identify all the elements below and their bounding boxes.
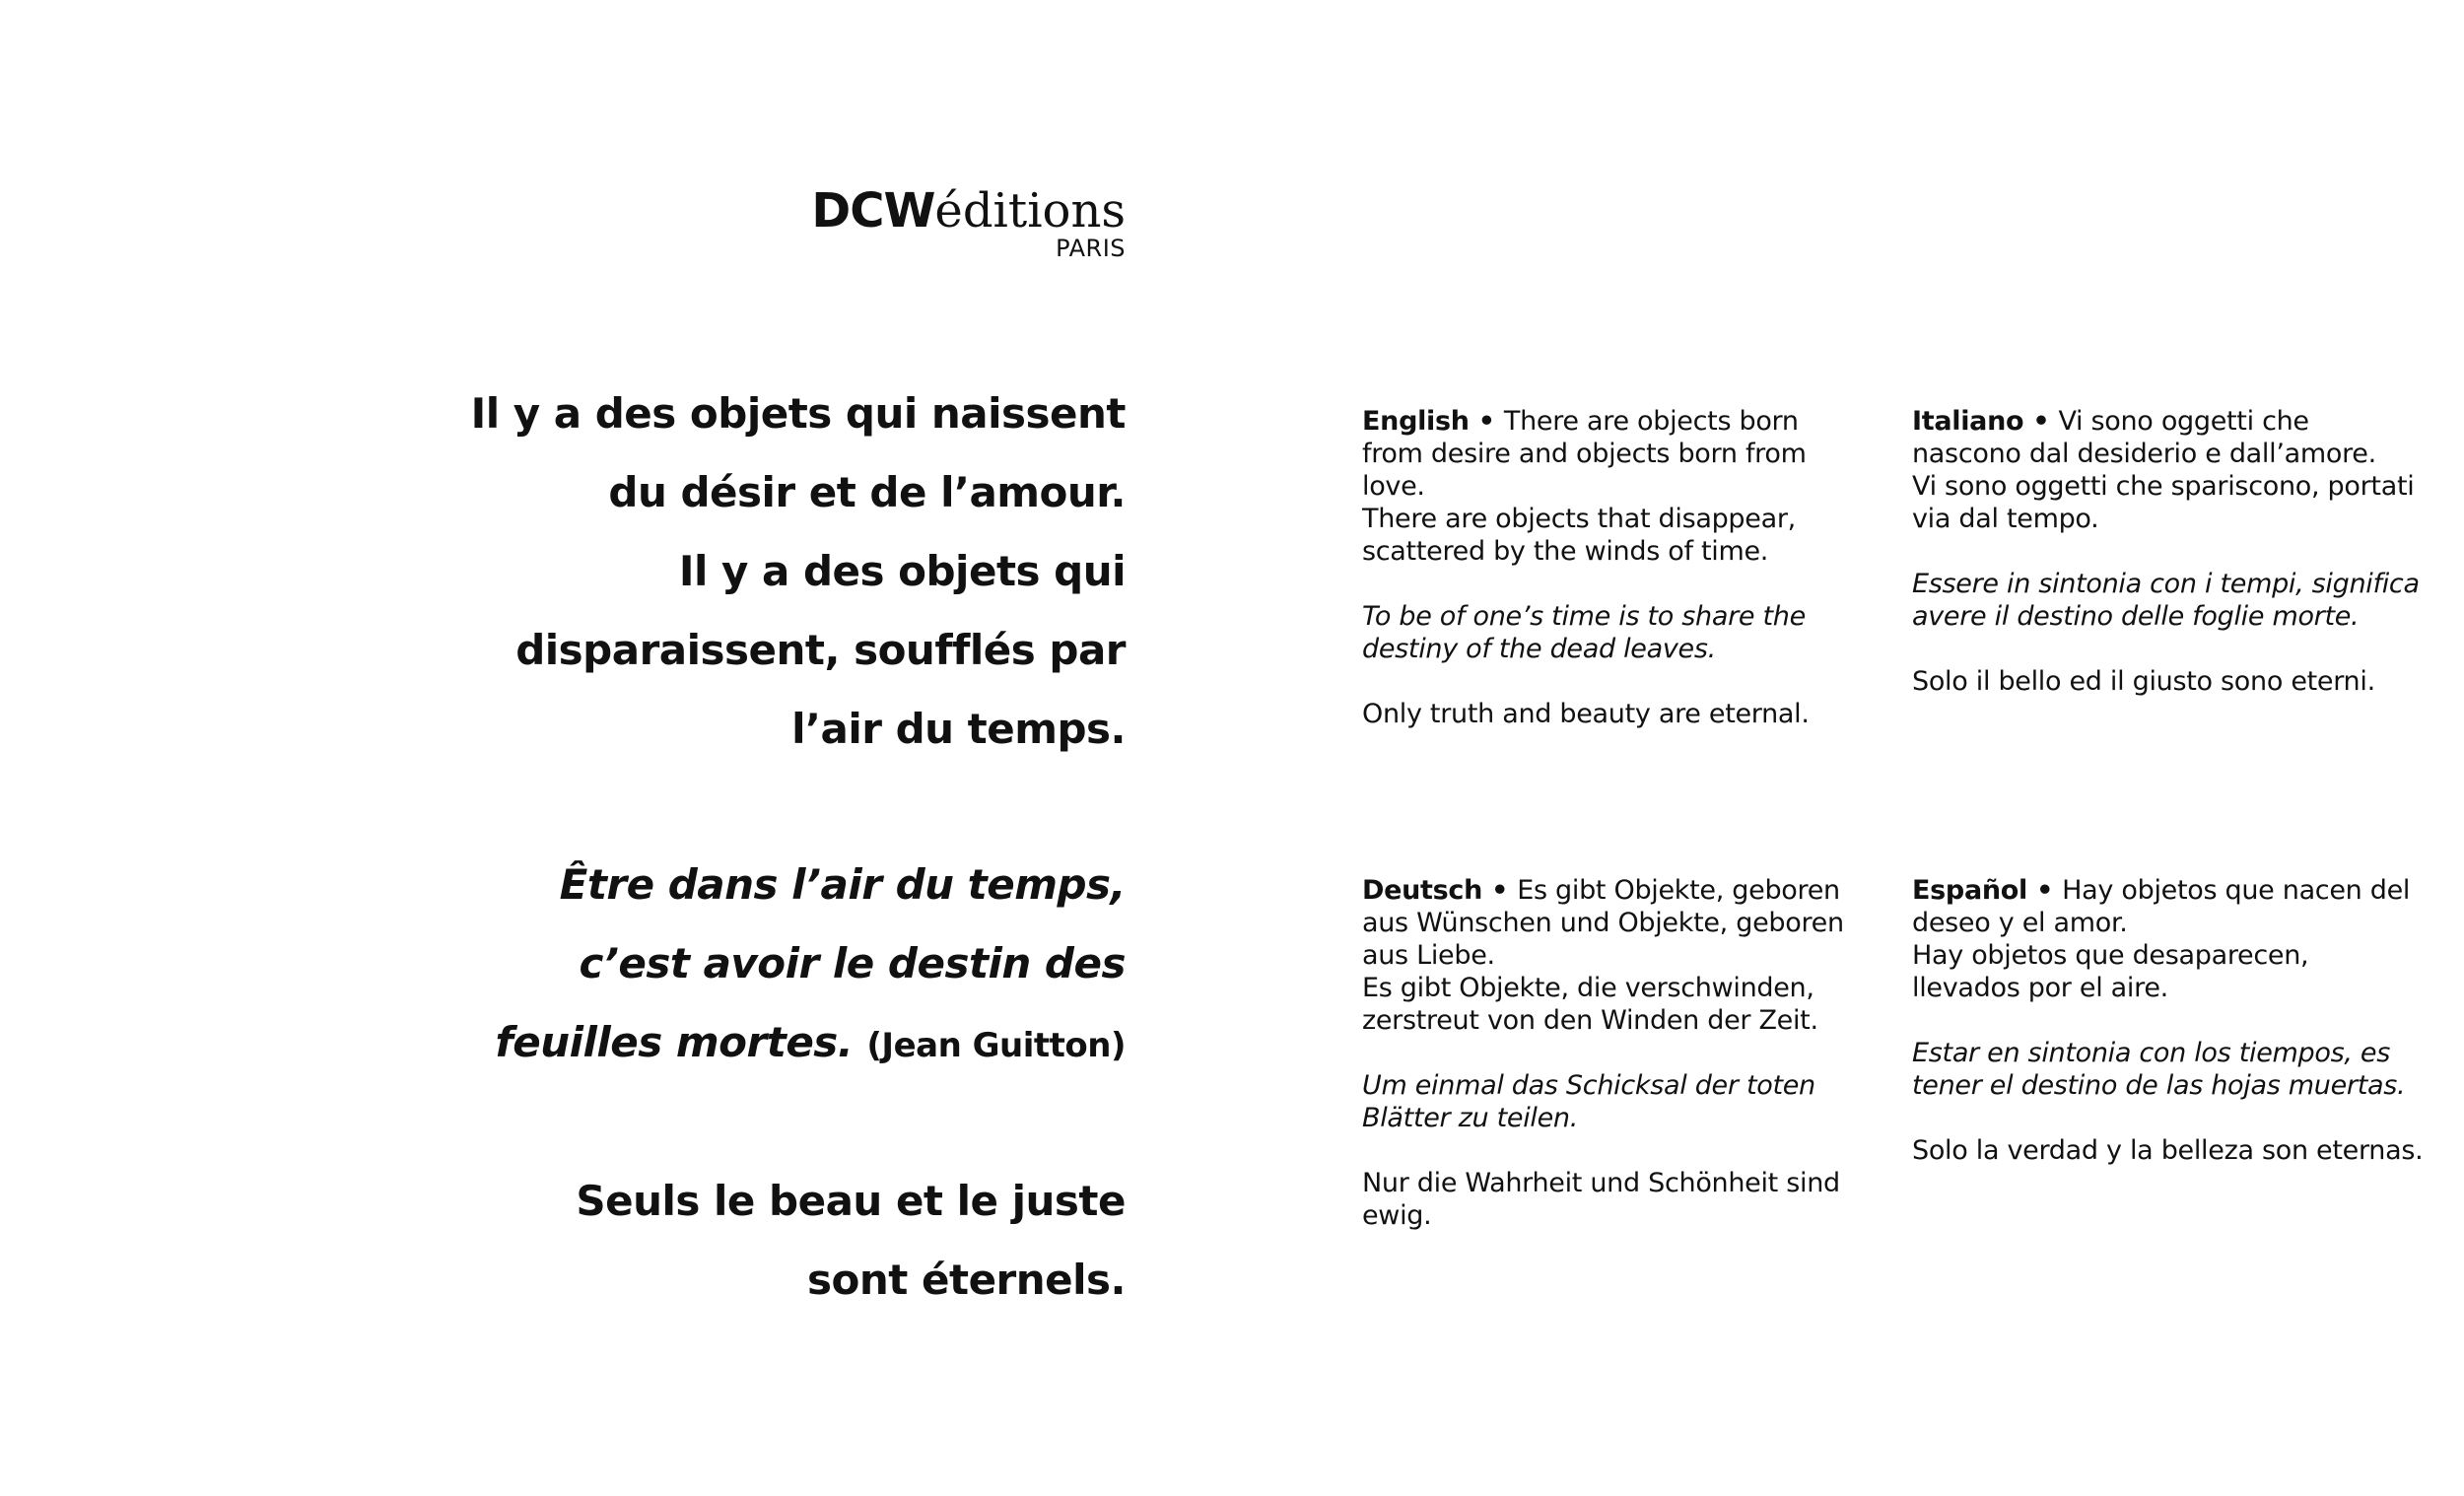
translation-final: Nur die Wahrheit und Schönheit sind ewig.: [1362, 1168, 1840, 1231]
translation-intro: [1362, 405, 1845, 568]
french-line: Il y a des objets qui: [678, 547, 1126, 595]
translation-quote: Essere in sintonia con i tempi, significa avere il destino delle foglie morte.: [1912, 569, 2420, 632]
logo-editions: éditions: [934, 183, 1126, 238]
bullet-separator: •: [1469, 406, 1504, 437]
translation-quote: To be of one’s time is to share the destiny of the dead leaves.: [1362, 601, 1806, 664]
french-line: du désir et de l’amour.: [608, 468, 1126, 516]
language-label: Español: [1912, 875, 2027, 906]
intro-text-2: Vi sono oggetti che spariscono, portati via dal tempo.: [1912, 471, 2415, 534]
french-line: Il y a des objets qui naissent: [470, 389, 1126, 438]
translation-deutsch: [1362, 874, 1845, 1232]
intro-text: Vi sono oggetti che nascono dal desiderio e dall’amore.: [1912, 406, 2376, 469]
quote-author: (Jean Guitton): [866, 1026, 1126, 1065]
translation-espanol: [1912, 874, 2425, 1167]
intro-text-2: Hay objetos que desaparecen, llevados por el aire.: [1912, 940, 2309, 1003]
translation-intro: [1912, 405, 2425, 535]
intro-text: Es gibt Objekte, geboren aus Wünschen und Objekte, geboren aus Liebe.: [1362, 875, 1844, 971]
french-text-block: [396, 374, 1126, 1320]
intro-text-2: Es gibt Objekte, die verschwinden, zerstreut von den Winden der Zeit.: [1362, 973, 1818, 1036]
translation-italiano: [1912, 405, 2425, 698]
french-quote-line: c’est avoir le destin des: [579, 939, 1126, 987]
bullet-separator: •: [1482, 875, 1518, 906]
french-final-line: Seuls le beau et le juste: [576, 1177, 1126, 1225]
translation-english: [1362, 405, 1845, 730]
french-line: disparaissent, soufflés par: [515, 626, 1126, 674]
intro-text: Hay objetos que nacen del deseo y el amor.: [1912, 875, 2411, 938]
intro-text-2: There are objects that disappear, scattered by the winds of time.: [1362, 504, 1796, 567]
translation-final: Only truth and beauty are eternal.: [1362, 699, 1810, 729]
french-final-line: sont éternels.: [807, 1256, 1126, 1304]
bullet-separator: •: [2027, 875, 2063, 906]
language-label: Italiano: [1912, 406, 2024, 437]
translation-quote: Estar en sintonia con los tiempos, es tener el destino de las hojas muertas.: [1912, 1038, 2406, 1101]
bullet-separator: •: [2023, 406, 2059, 437]
publisher-logo: [811, 183, 1126, 262]
translation-final: Solo la verdad y la belleza son eternas.: [1912, 1135, 2424, 1166]
french-quote-last-line: [396, 1003, 1126, 1085]
translation-quote: Um einmal das Schicksal der toten Blätter zu teilen.: [1362, 1070, 1815, 1133]
french-line: l’air du temps.: [791, 705, 1126, 753]
translation-intro: [1912, 874, 2425, 1004]
logo-wordmark: [811, 183, 1126, 238]
intro-text: There are objects born from desire and objects born from love.: [1362, 406, 1807, 502]
french-quote-line: Être dans l’air du temps,: [559, 860, 1126, 909]
french-quote-text: feuilles mortes.: [495, 1018, 854, 1066]
logo-brand: DCW: [811, 183, 935, 238]
translation-intro: [1362, 874, 1845, 1037]
translation-final: Solo il bello ed il giusto sono eterni.: [1912, 666, 2375, 697]
language-label: English: [1362, 406, 1470, 437]
language-label: Deutsch: [1362, 875, 1483, 906]
logo-city: PARIS: [1056, 235, 1126, 262]
